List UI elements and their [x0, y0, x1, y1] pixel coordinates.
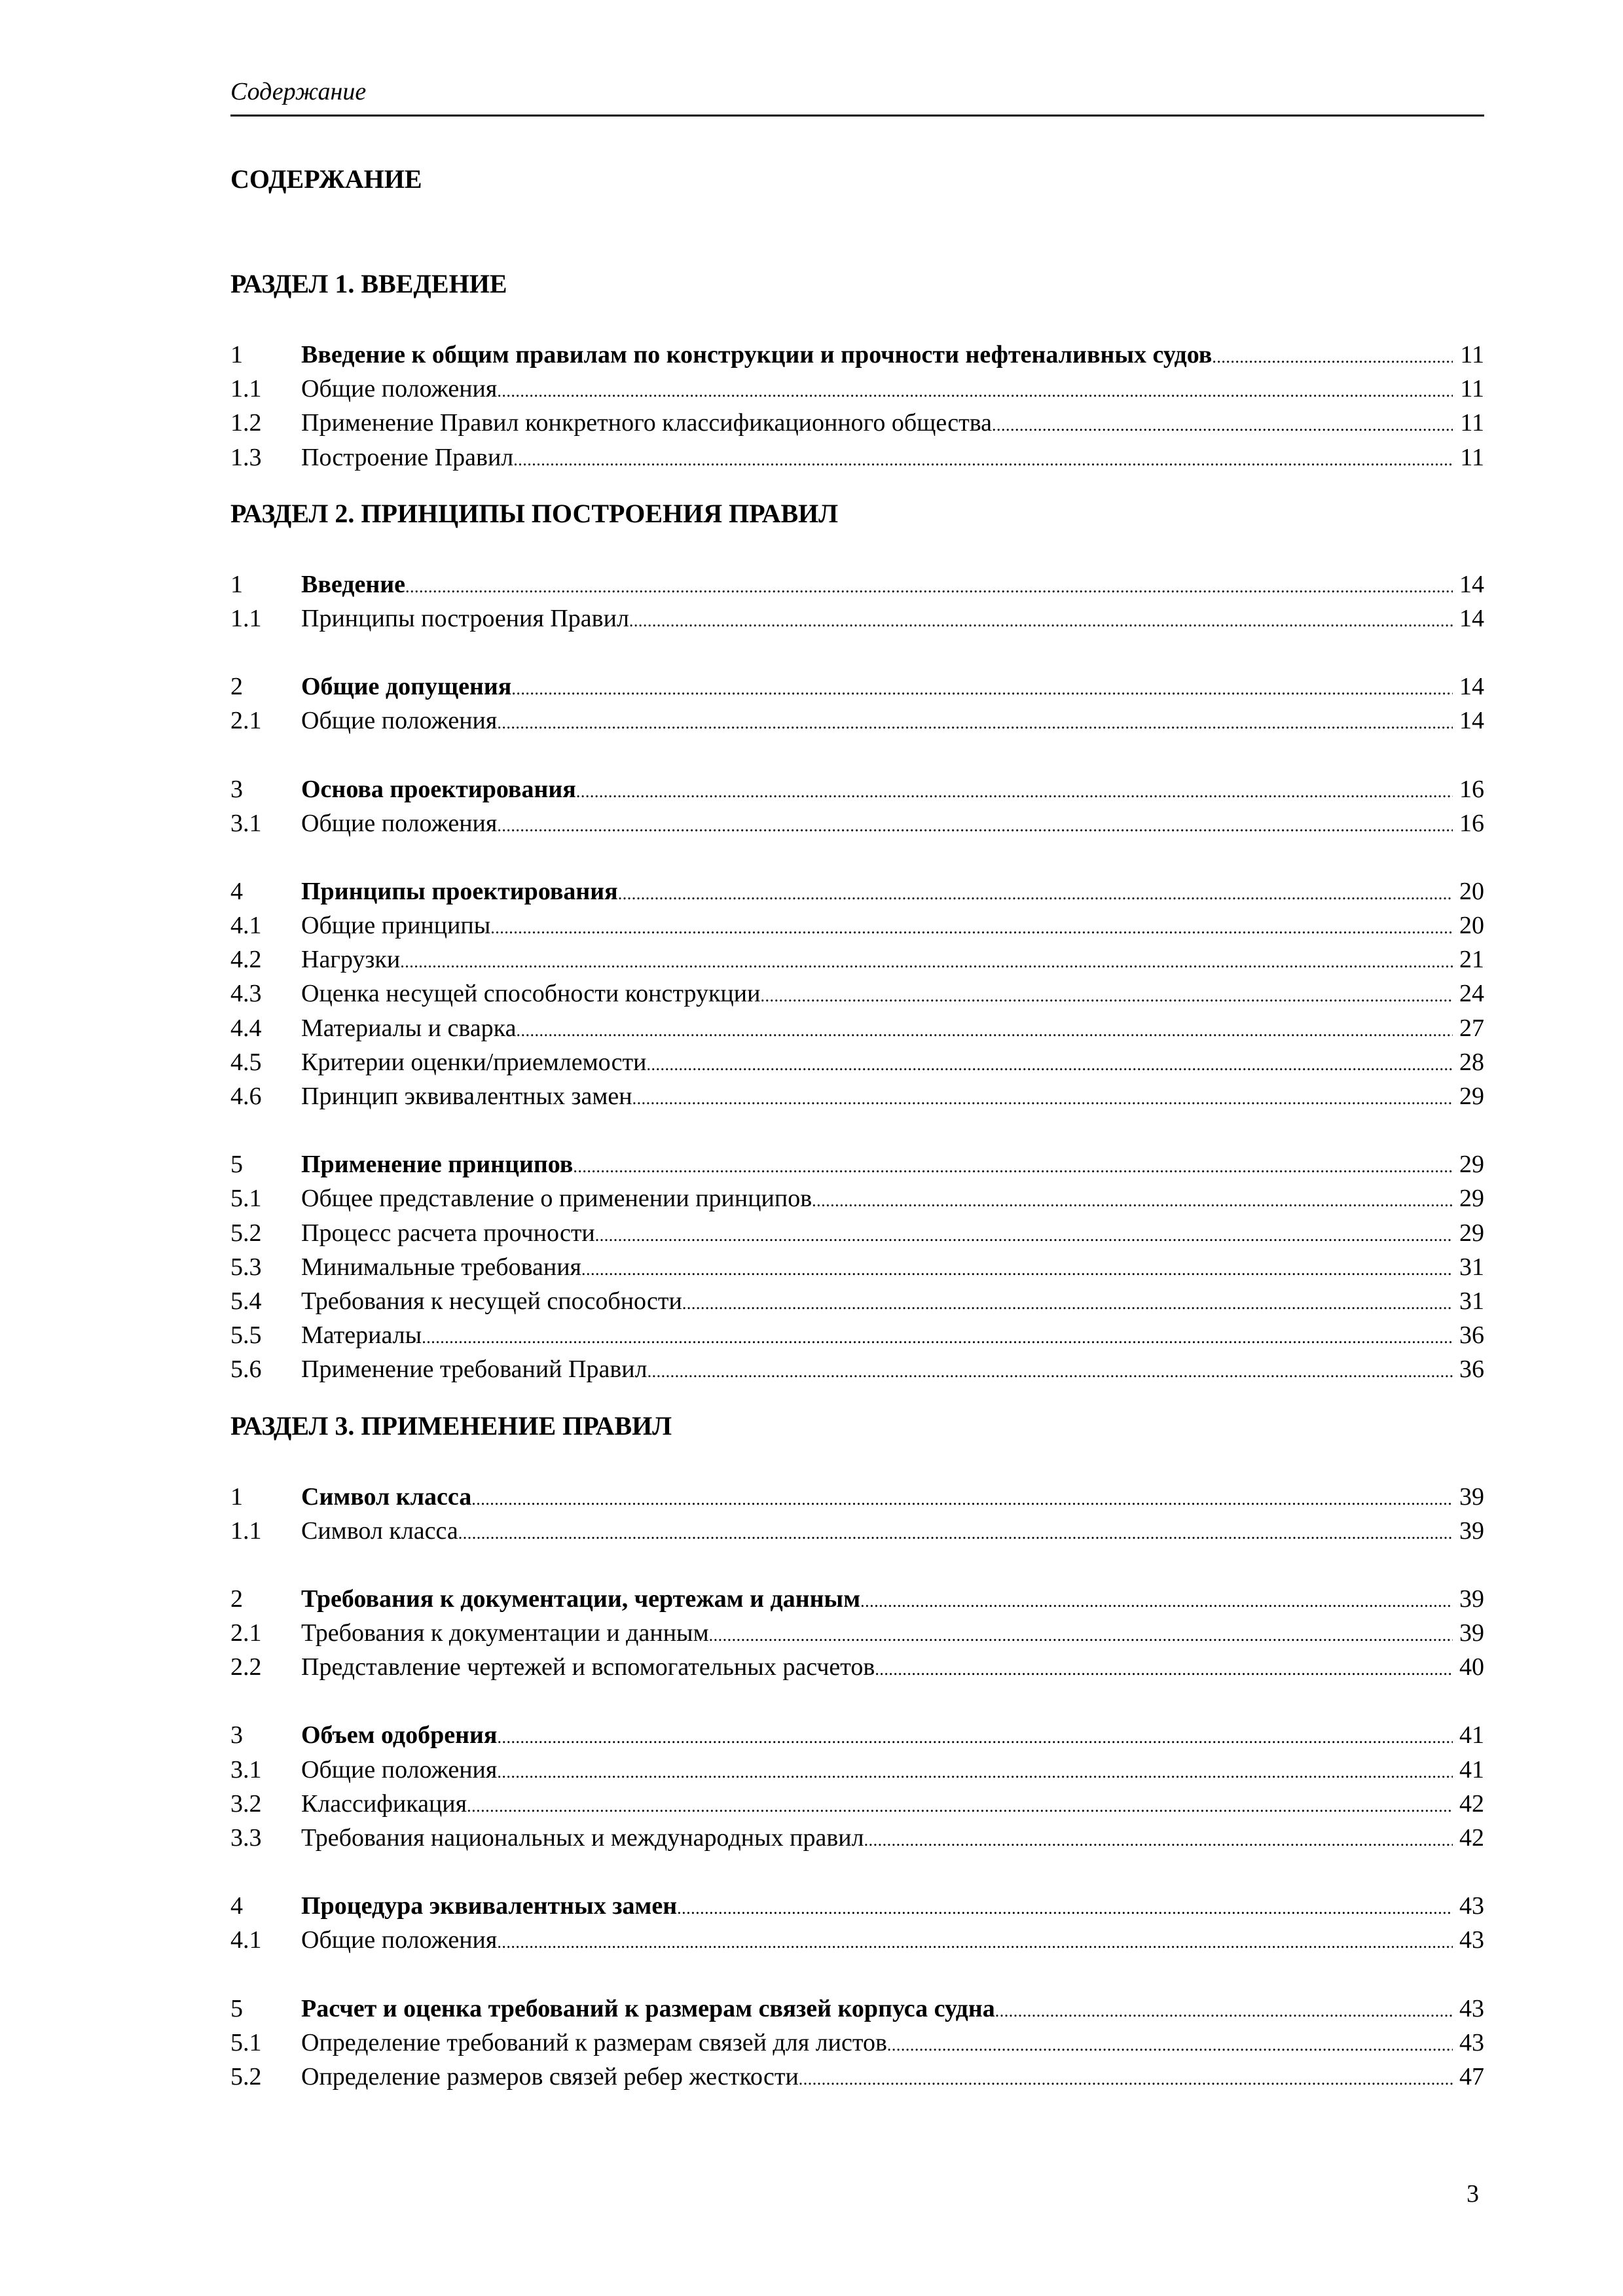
- entry-page-number: 24: [1459, 980, 1484, 1008]
- dot-leader: [458, 1514, 1453, 1551]
- entry-page-number: 31: [1459, 1287, 1484, 1315]
- running-header: Содержание: [230, 78, 367, 105]
- entry-title: Применение требований Правил: [301, 1355, 647, 1384]
- entry-number: 5.2: [230, 2062, 262, 2090]
- entry-title: Построение Правил: [301, 443, 514, 471]
- entry-page-number: 39: [1459, 1619, 1484, 1647]
- entry-number: 5.5: [230, 1321, 262, 1350]
- entry-page-number: 40: [1459, 1653, 1484, 1681]
- entry-page-number: 29: [1459, 1219, 1484, 1247]
- entry-title: Символ класса: [301, 1516, 458, 1545]
- entry-number: 3.1: [230, 809, 262, 837]
- entry-title: Требования к документации и данным: [301, 1619, 709, 1647]
- entry-page-number: 43: [1459, 1994, 1484, 2022]
- entry-page-number: 14: [1459, 604, 1484, 632]
- toc-subsection-entry[interactable]: [230, 601, 1484, 636]
- dot-leader: [595, 1216, 1453, 1253]
- entry-number: 4.2: [230, 946, 262, 974]
- entry-page-number: 29: [1459, 1151, 1484, 1179]
- entry-number: 4.1: [230, 912, 262, 940]
- dot-leader: [992, 406, 1453, 442]
- entry-number: 1.3: [230, 443, 262, 471]
- entry-number: 1: [230, 1482, 243, 1511]
- dot-leader: [995, 1992, 1453, 2028]
- entry-page-number: 36: [1459, 1321, 1484, 1350]
- section-spacer: [230, 475, 1484, 497]
- entry-title: Общие положения: [301, 1926, 498, 1954]
- entry-page-number: 39: [1459, 1585, 1484, 1613]
- entry-title: Основа проектирования: [301, 775, 576, 803]
- entry-page-number: 27: [1459, 1014, 1484, 1042]
- dot-leader: [709, 1616, 1453, 1653]
- dot-leader: [860, 1582, 1453, 1619]
- entry-page-number: 43: [1459, 1892, 1484, 1920]
- dot-leader: [405, 567, 1453, 604]
- entry-page-number: 42: [1459, 1789, 1484, 1818]
- toc-chapter-entry[interactable]: [230, 1480, 1484, 1514]
- table-of-contents: [230, 267, 1484, 2094]
- entry-title: Материалы и сварка: [301, 1014, 517, 1042]
- entry-title: Символ класса: [301, 1482, 472, 1511]
- heading-spacer: [230, 531, 1484, 567]
- entry-title: Общие положения: [301, 1755, 498, 1784]
- entry-number: 5.2: [230, 1219, 262, 1247]
- entry-title: Определение размеров связей ребер жесткости: [301, 2062, 799, 2090]
- toc-subsection-entry[interactable]: [230, 1514, 1484, 1548]
- entry-page-number: 11: [1460, 443, 1484, 471]
- entry-number: 5.3: [230, 1253, 262, 1281]
- entry-title: Применение принципов: [301, 1151, 574, 1179]
- dot-leader: [497, 1923, 1453, 1960]
- entry-title: Представление чертежей и вспомогательных расчетов: [301, 1653, 875, 1681]
- entry-number: 2.1: [230, 1619, 262, 1647]
- dot-leader: [576, 772, 1453, 809]
- entry-number: 3: [230, 775, 243, 803]
- toc-chapter-entry[interactable]: [230, 338, 1484, 372]
- entry-title: Общие положения: [301, 809, 498, 837]
- entry-number: 3.2: [230, 1789, 262, 1818]
- page-title: СОДЕРЖАНИЕ: [230, 164, 422, 194]
- entry-page-number: 14: [1459, 707, 1484, 735]
- dot-leader: [864, 1821, 1453, 1857]
- entry-number: 3.3: [230, 1824, 262, 1852]
- heading-spacer: [230, 301, 1484, 338]
- dot-leader: [490, 908, 1453, 945]
- entry-page-number: 41: [1459, 1721, 1484, 1749]
- entry-title: Требования к документации, чертежам и данным: [301, 1585, 861, 1613]
- entry-number: 5.1: [230, 1185, 262, 1213]
- toc-chapter-entry[interactable]: [230, 1147, 1484, 1181]
- toc-subsection-entry[interactable]: [230, 1318, 1484, 1352]
- entry-number: 2.1: [230, 707, 262, 735]
- dot-leader: [422, 1318, 1453, 1355]
- toc-subsection-entry[interactable]: [230, 806, 1484, 840]
- entry-page-number: 16: [1459, 775, 1484, 803]
- dot-leader: [632, 1079, 1453, 1116]
- toc-subsection-entry[interactable]: [230, 2060, 1484, 2094]
- entry-title: Нагрузки: [301, 946, 401, 974]
- toc-chapter-entry[interactable]: [230, 772, 1484, 806]
- toc-chapter-entry[interactable]: [230, 1889, 1484, 1923]
- entry-number: 5: [230, 1994, 243, 2022]
- entry-number: 5: [230, 1151, 243, 1179]
- entry-number: 4.1: [230, 1926, 262, 1954]
- entry-number: 3.1: [230, 1755, 262, 1784]
- toc-subsection-entry[interactable]: [230, 1616, 1484, 1650]
- group-spacer: [230, 636, 1484, 670]
- toc-subsection-entry[interactable]: [230, 1181, 1484, 1215]
- entry-title: Процедура эквивалентных замен: [301, 1892, 678, 1920]
- toc-chapter-entry[interactable]: [230, 874, 1484, 908]
- entry-page-number: 39: [1459, 1516, 1484, 1545]
- dot-leader: [467, 1787, 1453, 1823]
- toc-chapter-entry[interactable]: [230, 567, 1484, 601]
- dot-leader: [875, 1650, 1453, 1687]
- section-heading: РАЗДЕЛ 1. ВВЕДЕНИЕ: [230, 269, 507, 298]
- toc-subsection-entry[interactable]: [230, 1787, 1484, 1821]
- section-spacer: [230, 1387, 1484, 1409]
- entry-page-number: 21: [1459, 946, 1484, 974]
- entry-page-number: 28: [1459, 1048, 1484, 1076]
- toc-subsection-entry[interactable]: [230, 1216, 1484, 1250]
- dot-leader: [647, 1352, 1453, 1389]
- entry-number: 5.6: [230, 1355, 262, 1384]
- dot-leader: [511, 670, 1453, 706]
- entry-number: 1.1: [230, 604, 262, 632]
- dot-leader: [497, 704, 1453, 740]
- entry-page-number: 14: [1459, 570, 1484, 598]
- entry-number: 1: [230, 570, 243, 598]
- dot-leader: [677, 1889, 1453, 1926]
- dot-leader: [497, 806, 1453, 843]
- dot-leader: [646, 1045, 1453, 1082]
- toc-subsection-entry[interactable]: [230, 372, 1484, 406]
- entry-title: Оценка несущей способности конструкции: [301, 980, 761, 1008]
- entry-title: Общие положения: [301, 375, 498, 403]
- entry-title: Минимальные требования: [301, 1253, 582, 1281]
- group-spacer: [230, 738, 1484, 772]
- entry-title: Принципы проектирования: [301, 877, 618, 905]
- toc-subsection-entry[interactable]: [230, 440, 1484, 475]
- toc-chapter-entry[interactable]: [230, 670, 1484, 704]
- entry-title: Критерии оценки/приемлемости: [301, 1048, 647, 1076]
- toc-subsection-entry[interactable]: [230, 942, 1484, 977]
- toc-subsection-entry[interactable]: [230, 406, 1484, 440]
- entry-number: 4.4: [230, 1014, 262, 1042]
- entry-title: Классификация: [301, 1789, 467, 1818]
- entry-page-number: 14: [1459, 673, 1484, 701]
- entry-number: 2: [230, 673, 243, 701]
- entry-page-number: 16: [1459, 809, 1484, 837]
- entry-number: 4.6: [230, 1083, 262, 1110]
- entry-number: 4.3: [230, 980, 262, 1008]
- dot-leader: [581, 1250, 1453, 1287]
- entry-page-number: 11: [1460, 375, 1484, 403]
- entry-title: Общие положения: [301, 707, 498, 735]
- toc-subsection-entry[interactable]: [230, 1250, 1484, 1284]
- entry-title: Требования национальных и международных правил: [301, 1824, 864, 1852]
- entry-number: 5.4: [230, 1287, 262, 1315]
- entry-number: 4.5: [230, 1048, 262, 1076]
- entry-number: 5.1: [230, 2028, 262, 2056]
- entry-number: 2: [230, 1585, 243, 1613]
- entry-page-number: 11: [1460, 409, 1484, 437]
- entry-page-number: 20: [1459, 877, 1484, 905]
- entry-number: 4: [230, 1892, 243, 1920]
- entry-page-number: 47: [1459, 2062, 1484, 2090]
- group-spacer: [230, 840, 1484, 874]
- entry-page-number: 36: [1459, 1355, 1484, 1384]
- toc-chapter-entry[interactable]: [230, 1718, 1484, 1752]
- entry-page-number: 20: [1459, 912, 1484, 940]
- dot-leader: [629, 601, 1453, 638]
- entry-title: Определение требований к размерам связей для листов: [301, 2028, 887, 2056]
- entry-number: 4: [230, 877, 243, 905]
- entry-title: Введение: [301, 570, 405, 598]
- entry-number: 2.2: [230, 1653, 262, 1681]
- group-spacer: [230, 1113, 1484, 1147]
- entry-number: 1.2: [230, 409, 262, 437]
- entry-number: 3: [230, 1721, 243, 1749]
- entry-title: Применение Правил конкретного классификационного общества: [301, 409, 993, 437]
- toc-subsection-entry[interactable]: [230, 1079, 1484, 1113]
- entry-title: Материалы: [301, 1321, 422, 1350]
- entry-page-number: 11: [1460, 341, 1484, 368]
- toc-subsection-entry[interactable]: [230, 1352, 1484, 1386]
- entry-title: Общие допущения: [301, 673, 512, 701]
- entry-page-number: 29: [1459, 1185, 1484, 1213]
- toc-subsection-entry[interactable]: [230, 1923, 1484, 1957]
- dot-leader: [618, 874, 1453, 911]
- toc-chapter-entry[interactable]: [230, 1582, 1484, 1616]
- toc-subsection-entry[interactable]: [230, 704, 1484, 738]
- heading-spacer: [230, 1443, 1484, 1480]
- dot-leader: [887, 2026, 1453, 2062]
- entry-title: Требования к несущей способности: [301, 1287, 682, 1315]
- toc-subsection-entry[interactable]: [230, 1045, 1484, 1079]
- toc-chapter-entry[interactable]: [230, 1992, 1484, 2026]
- dot-leader: [513, 440, 1453, 477]
- dot-leader: [516, 1011, 1453, 1048]
- entry-page-number: 31: [1459, 1253, 1484, 1281]
- toc-subsection-entry[interactable]: [230, 908, 1484, 942]
- dot-leader: [812, 1181, 1453, 1218]
- section-heading: РАЗДЕЛ 3. ПРИМЕНЕНИЕ ПРАВИЛ: [230, 1410, 672, 1441]
- dot-leader: [497, 1753, 1453, 1789]
- entry-title: Введение к общим правилам по конструкции и прочности нефтеналивных судов: [301, 341, 1213, 368]
- group-spacer: [230, 1684, 1484, 1718]
- toc-subsection-entry[interactable]: [230, 1753, 1484, 1787]
- entry-page-number: 29: [1459, 1083, 1484, 1110]
- dot-leader: [799, 2060, 1453, 2096]
- dot-leader: [498, 1718, 1453, 1755]
- entry-number: 1.1: [230, 375, 262, 403]
- section-heading: РАЗДЕЛ 2. ПРИНЦИПЫ ПОСТРОЕНИЯ ПРАВИЛ: [230, 498, 839, 528]
- page-number: 3: [1467, 2180, 1479, 2208]
- entry-page-number: 43: [1459, 2028, 1484, 2056]
- entry-title: Общее представление о применении принципов: [301, 1185, 812, 1213]
- toc-subsection-entry[interactable]: [230, 1650, 1484, 1684]
- toc-subsection-entry[interactable]: [230, 1284, 1484, 1318]
- entry-number: 1.1: [230, 1516, 262, 1545]
- entry-title: Процесс расчета прочности: [301, 1219, 595, 1247]
- dot-leader: [497, 372, 1453, 408]
- dot-leader: [1212, 338, 1453, 374]
- toc-subsection-entry[interactable]: [230, 977, 1484, 1011]
- header-divider: [230, 115, 1484, 117]
- dot-leader: [400, 942, 1453, 979]
- entry-page-number: 39: [1459, 1482, 1484, 1511]
- entry-page-number: 42: [1459, 1824, 1484, 1852]
- dot-leader: [573, 1147, 1453, 1184]
- dot-leader: [471, 1480, 1453, 1516]
- toc-subsection-entry[interactable]: [230, 1011, 1484, 1045]
- toc-subsection-entry[interactable]: [230, 2026, 1484, 2060]
- dot-leader: [682, 1284, 1453, 1321]
- dot-leader: [760, 977, 1453, 1013]
- entry-title: Объем одобрения: [301, 1721, 498, 1749]
- entry-title: Расчет и оценка требований к размерам связей корпуса судна: [301, 1994, 995, 2022]
- entry-number: 1: [230, 341, 243, 368]
- entry-page-number: 41: [1459, 1755, 1484, 1784]
- entry-title: Общие принципы: [301, 912, 491, 940]
- group-spacer: [230, 1548, 1484, 1582]
- toc-subsection-entry[interactable]: [230, 1821, 1484, 1855]
- group-spacer: [230, 1958, 1484, 1992]
- entry-title: Принципы построения Правил: [301, 604, 629, 632]
- entry-page-number: 43: [1459, 1926, 1484, 1954]
- group-spacer: [230, 1855, 1484, 1889]
- entry-title: Принцип эквивалентных замен: [301, 1083, 632, 1110]
